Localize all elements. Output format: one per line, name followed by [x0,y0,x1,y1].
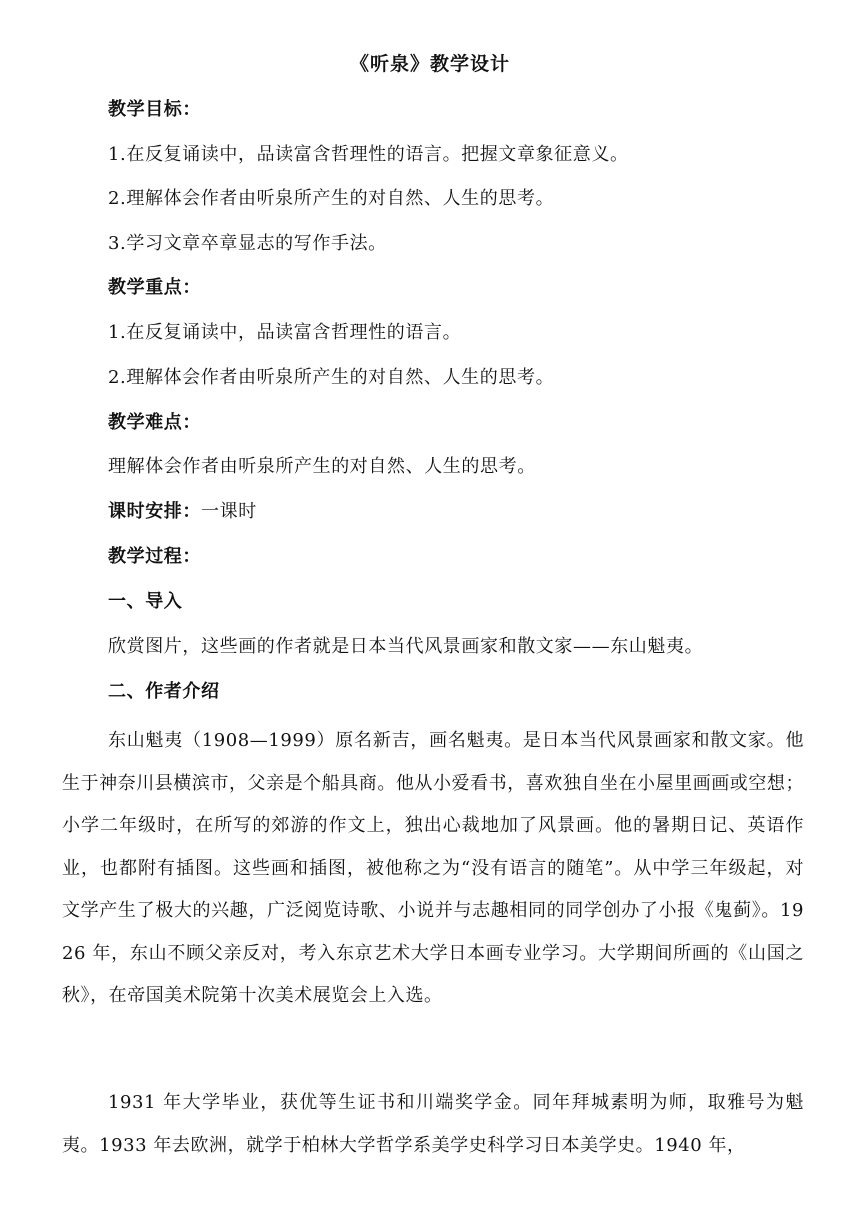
difficulties-text: 理解体会作者由听泉所产生的对自然、人生的思考。 [108,456,536,477]
schedule-line [108,498,257,526]
objective-item-3: 3.学习文章卒章显志的写作手法。 [108,233,387,254]
schedule-label: 课时安排： [108,501,201,522]
objective-item-2: 2.理解体会作者由听泉所产生的对自然、人生的思考。 [108,188,555,209]
process-heading: 教学过程： [108,546,201,567]
key-point-item-2: 2.理解体会作者由听泉所产生的对自然、人生的思考。 [108,367,555,388]
objectives-heading: 教学目标： [108,99,201,120]
section-1-heading: 一、导入 [108,591,183,612]
objective-item-1: 1.在反复诵读中，品读富含哲理性的语言。把握文章象征意义。 [108,144,629,165]
key-point-item-1: 1.在反复诵读中，品读富含哲理性的语言。 [108,322,462,343]
difficulties-heading: 教学难点： [108,412,201,433]
section-1-text: 欣赏图片，这些画的作者就是日本当代风景画家和散文家——东山魁夷。 [108,636,704,657]
key-points-heading: 教学重点： [108,277,201,298]
author-intro-paragraph-2: 1931 年大学毕业，获优等生证书和川端奖学金。同年拜城素明为师，取雅号为魁夷。1933 年去欧洲，就学于柏林大学哲学系美学史科学习日本美学史。1940 年， [62,1092,804,1156]
section-2-heading: 二、作者介绍 [108,681,220,702]
author-intro-paragraph-1: 东山魁夷（1908—1999）原名新吉，画名魁夷。是日本当代风景画家和散文家。他生于神奈川县横滨市，父亲是个船具商。他从小爱看书，喜欢独自坐在小屋里画画或空想；小学二年级时，在所写的郊游的作文上，独出心裁地加了风景画。他的暑期日记、英语作业，也都附有插图。这些画和插图，被他称之为“没有语言的随笔”。从中学三年级起，对文学产生了极大的兴趣，广泛阅览诗歌、小说并与志趣相同的同学创办了小报《鬼蓟》。1926 年，东山不顾父亲反对，考入东京艺术大学日本画专业学习。大学期间所画的《山国之秋》，在帝国美术院第十次美术展览会上入选。 [62,730,804,1006]
document-title: 《听泉》教学设计 [349,53,510,75]
schedule-value: 一课时 [201,501,257,522]
